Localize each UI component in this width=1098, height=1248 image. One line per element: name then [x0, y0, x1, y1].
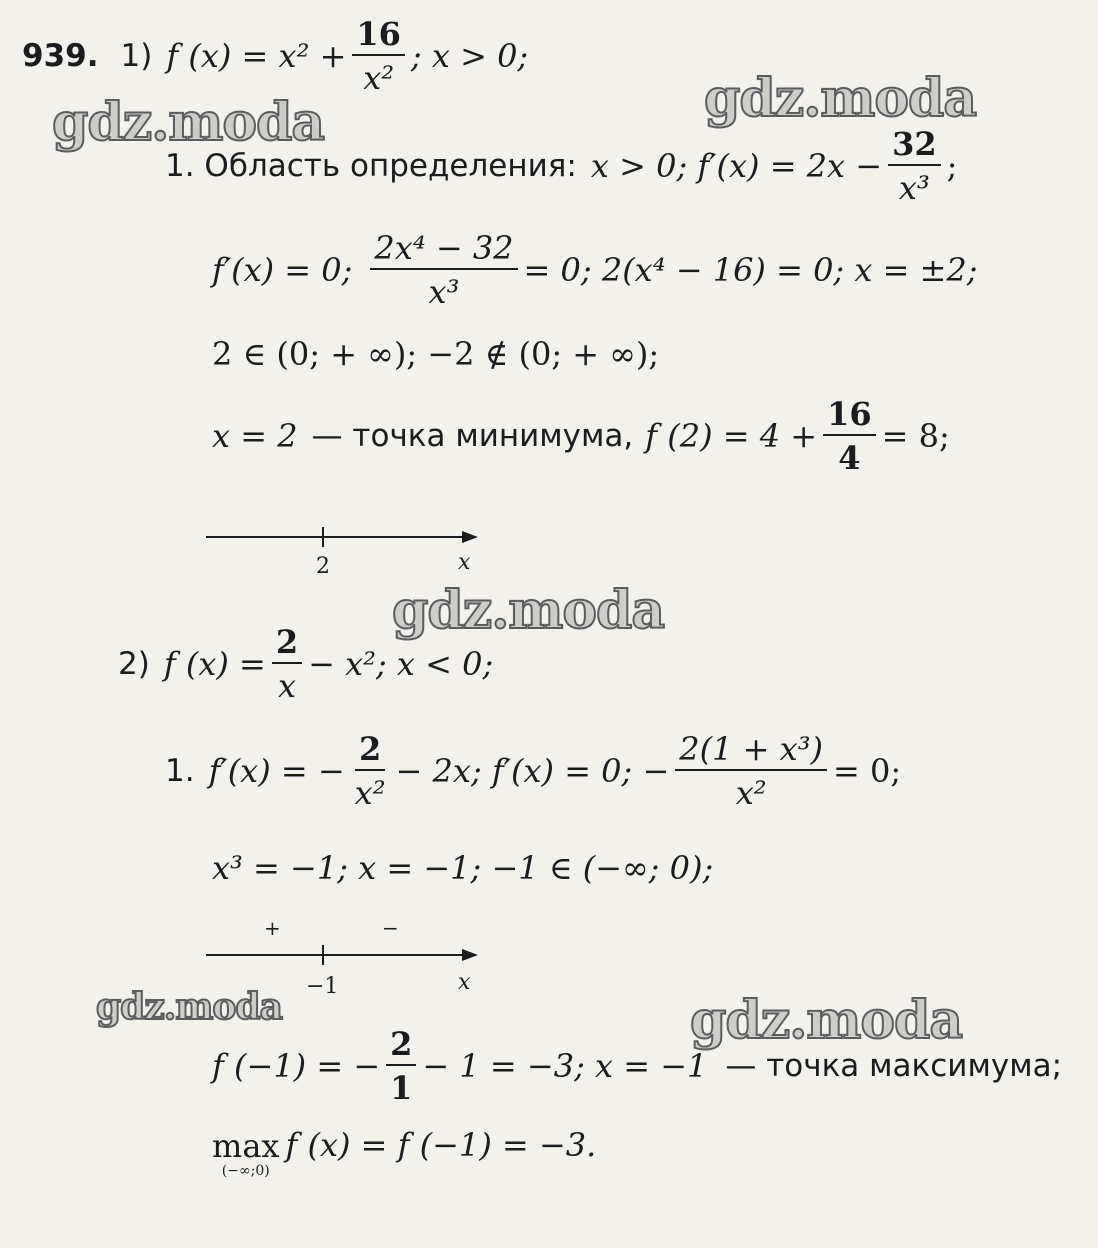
part2-lhs: f (x) =: [163, 645, 266, 683]
axis1-var-label: x: [458, 550, 471, 575]
axis2-plus-label: +: [264, 916, 281, 940]
step8-expr: f (x) = f (−1) = −3.: [285, 1126, 597, 1164]
derivative-fraction: [888, 125, 941, 207]
step4-lhs: x = 2: [212, 417, 298, 455]
step4-text: — точка минимума,: [311, 417, 634, 454]
fraction-denominator: x³: [898, 169, 930, 207]
fraction-numerator: 2x⁴ − 32: [370, 232, 517, 270]
step-solve: [212, 849, 714, 887]
watermark-2: gdz.moda: [704, 68, 977, 129]
max-operator: [212, 1127, 280, 1179]
step7-mid: − 1 = −3; x = −1: [422, 1047, 708, 1085]
fraction-denominator: x³: [428, 273, 460, 311]
step-domain-tail: ;: [946, 147, 958, 185]
fraction-denominator: x²: [735, 774, 767, 812]
watermark-5: gdz.moda: [690, 990, 963, 1051]
step-domain-label: 1. Область определения:: [165, 147, 577, 184]
watermark-3: gdz.moda: [392, 580, 665, 641]
step-domain-expr: x > 0; f′(x) = 2x −: [590, 147, 883, 185]
step-membership: [212, 335, 660, 373]
fraction-denominator: 1: [390, 1069, 413, 1107]
step5-fraction-2: [675, 730, 827, 812]
fraction-numerator: 2: [272, 626, 302, 664]
watermark-1: gdz.moda: [52, 92, 325, 153]
step2-tail: = 0; 2(x⁴ − 16) = 0; x = ±2;: [523, 251, 978, 289]
number-line-2: [200, 938, 500, 978]
fraction-numerator: 16: [352, 18, 405, 56]
step5-label: 1.: [165, 752, 195, 789]
step2-lhs: f′(x) = 0;: [212, 251, 353, 289]
problem-header: [22, 15, 529, 97]
fraction-numerator: 2: [386, 1028, 416, 1066]
axis2-var-label: x: [458, 970, 471, 995]
step-derivative-2: [165, 730, 902, 812]
fraction-denominator: x²: [363, 59, 395, 97]
part2-fraction: [272, 623, 302, 705]
part1-lhs: f (x) = x² +: [166, 37, 347, 75]
step3-text: 2 ∈ (0; + ∞); −2 ∉ (0; + ∞);: [212, 335, 660, 373]
step5-mid: − 2x; f′(x) = 0; −: [395, 752, 670, 790]
fraction-numerator: 32: [888, 128, 941, 166]
part2-tail: − x²; x < 0;: [308, 645, 494, 683]
step5-tail: = 0;: [833, 752, 902, 790]
fraction-denominator: x: [277, 667, 296, 705]
axis1-tick-label: 2: [316, 554, 330, 579]
axis2-tick-label: −1: [306, 974, 339, 999]
max-word: max: [212, 1127, 280, 1165]
step-critical-points: [212, 229, 978, 311]
fraction-denominator: x²: [354, 774, 386, 812]
fraction-denominator: 4: [838, 439, 861, 477]
step4-expr: f (2) = 4 +: [645, 417, 818, 455]
step7-fraction: [386, 1025, 416, 1107]
part1-tail: ; x > 0;: [410, 37, 529, 75]
problem-number: 939.: [22, 37, 99, 74]
part2-label: 2): [118, 645, 150, 682]
step4-fraction: [823, 395, 876, 477]
step7-text: — точка максимума;: [725, 1047, 1063, 1084]
step7-lhs: f (−1) = −: [212, 1047, 381, 1085]
step5-fraction-1: [351, 730, 390, 812]
number-line-1: [200, 520, 500, 580]
step6-text: x³ = −1; x = −1; −1 ∈ (−∞; 0);: [212, 849, 714, 887]
step2-fraction: [370, 229, 517, 311]
fraction-numerator: 2(1 + x³): [675, 733, 827, 771]
axis2-minus-label: −: [382, 916, 399, 940]
step5-lhs: f′(x) = −: [208, 752, 345, 790]
step4-tail: = 8;: [881, 417, 950, 455]
watermark-4: gdz.moda: [96, 986, 282, 1028]
fraction-numerator: 16: [823, 398, 876, 436]
part1-label: 1): [120, 37, 153, 74]
max-interval: (−∞;0): [221, 1163, 270, 1179]
part1-fraction: [352, 15, 405, 97]
step-max-value: [212, 1126, 597, 1179]
step-minimum: [212, 395, 950, 477]
fraction-numerator: 2: [355, 733, 385, 771]
